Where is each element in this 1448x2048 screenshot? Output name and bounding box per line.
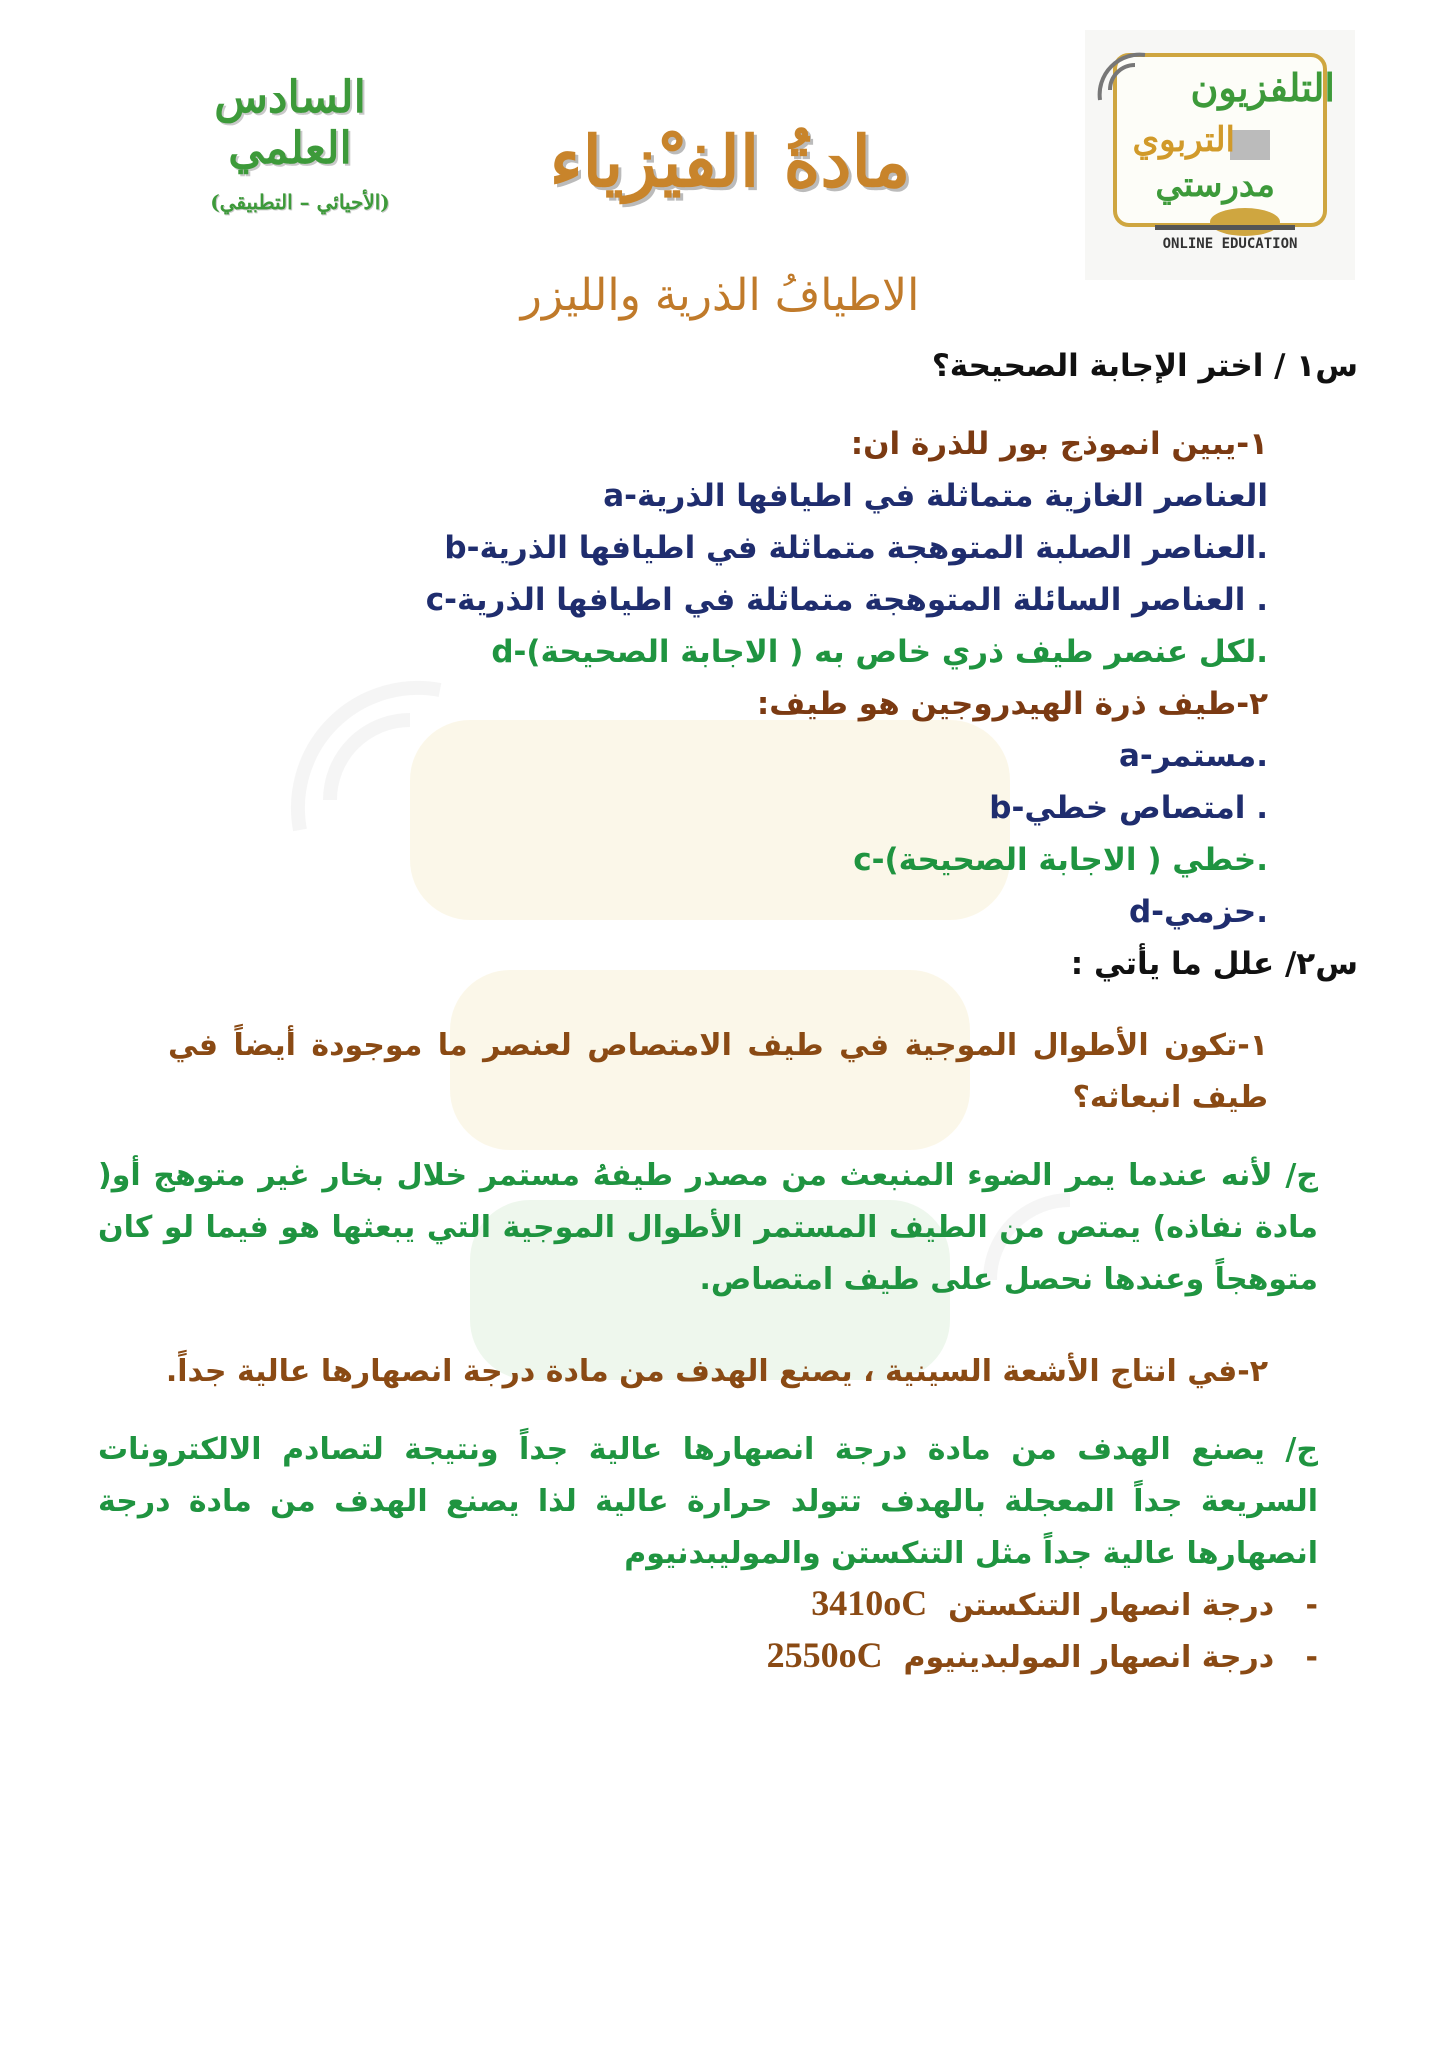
q1-item2-option-b: b-امتصاص خطي . [989, 790, 1268, 826]
q1-item1-stem: ١-يبين انموذج بور للذرة ان: [850, 426, 1268, 462]
grade-label: السادس العلمي [214, 72, 366, 174]
q2-item1-question: ١-تكون الأطوال الموجية في طيف الامتصاص لعنصر ما موجودة أيضاً في طيف انبعاثه؟ [168, 1028, 1268, 1115]
branch-label: (الأحيائي – التطبيقي) [210, 190, 390, 214]
logo-caption: ONLINE EDUCATION [1162, 236, 1298, 252]
q1-item1-option-c: c-العناصر السائلة المتوهجة متماثلة في اطيافها الذرية . [425, 582, 1268, 618]
subject-title: مادةُ الفيْزياء [549, 120, 911, 203]
q1-item2-option-a: a-مستمر. [1118, 738, 1268, 774]
bullet-tungsten-value: 3410oC [811, 1583, 928, 1623]
q1-item1-option-a: a-العناصر الغازية متماثلة في اطيافها الذرية [603, 478, 1268, 514]
q1-item2-option-d: d-حزمي. [1128, 894, 1268, 930]
q1-item2-option-c: c-خطي ( الاجابة الصحيحة). [853, 842, 1268, 878]
q2-title: س٢/ علل ما يأتي : [1070, 946, 1358, 982]
q2-item2-answer: ج/ يصنع الهدف من مادة درجة انصهارها عالية جداً ونتيجة لتصادم الالكترونات السريعة جداً المعجلة بالهدف تتولد حرارة عالية لذا يصنع الهدف من مادة درجة انصهارها عالية جداً مثل التنكستن والموليبدنيوم [98, 1432, 1318, 1571]
logo-line1: التلفزيون [1190, 65, 1335, 110]
bullet-tungsten-text: درجة انصهار التنكستن [948, 1588, 1275, 1623]
bullet-tungsten [811, 1582, 1318, 1624]
channel-logo [1085, 30, 1355, 280]
q2-item2-question: ٢-في انتاج الأشعة السينية ، يصنع الهدف من مادة درجة انصهارها عالية جداً. [165, 1354, 1268, 1389]
topic-title: الاطيافُ الذرية والليزر [520, 270, 920, 321]
q1-title: س١ / اختر الإجابة الصحيحة؟ [931, 348, 1358, 384]
bullet-molybdenum-value: 2550oC [766, 1635, 883, 1675]
bullet-dash: - [1274, 1588, 1318, 1623]
bullet-dash: - [1274, 1640, 1318, 1675]
q1-item1-option-d: d-لكل عنصر طيف ذري خاص به ( الاجابة الصحيحة). [491, 634, 1268, 670]
logo-line2: التربوي [1132, 120, 1235, 160]
logo-line3: مدرستي [1155, 165, 1275, 205]
q1-item2-stem: ٢-طيف ذرة الهيدروجين هو طيف: [756, 686, 1268, 722]
q2-item1-answer: ج/ لأنه عندما يمر الضوء المنبعث من مصدر طيفهُ مستمر خلال بخار غير متوهج أو( مادة نفاذه) يمتص من الطيف المستمر الأطوال الموجية التي يبعثها هو فيما لو كان متوهجاً وعندها نحصل على طيف امتصاص. [98, 1158, 1318, 1297]
bullet-molybdenum-text: درجة انصهار المولبدينيوم [903, 1640, 1275, 1675]
q1-item1-option-b: b-العناصر الصلبة المتوهجة متماثلة في اطيافها الذرية. [444, 530, 1268, 566]
bullet-molybdenum [767, 1634, 1318, 1676]
